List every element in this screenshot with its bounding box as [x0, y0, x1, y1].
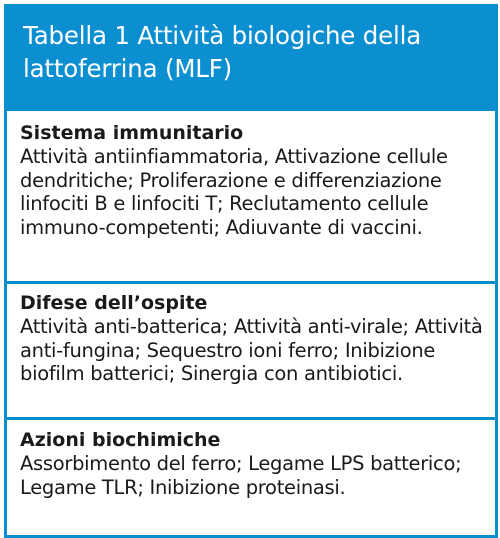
- row-difese-ospite: [7, 291, 495, 386]
- table-header: [7, 7, 495, 111]
- row-divider: [7, 281, 495, 284]
- row-divider: [7, 417, 495, 420]
- row-body: Attività antiinfiammatoria, Attivazione cellule dendritiche; Proliferazione e differenziazione linfociti B e linfociti T; Reclutamento cellule immuno-competenti; Adiuvante di vaccini.: [20, 145, 448, 239]
- row-azioni-biochimiche: [7, 428, 495, 499]
- row-title: Difese dell’ospite: [20, 292, 208, 314]
- table-title: Tabella 1 Attività biologiche della lattoferrina (MLF): [23, 21, 422, 83]
- row-title: Azioni biochimiche: [20, 429, 221, 451]
- table-box: [4, 4, 498, 538]
- row-body: Assorbimento del ferro; Legame LPS batterico; Legame TLR; Inibizione proteinasi.: [20, 452, 462, 499]
- row-body: Attività anti-batterica; Attività anti-virale; Attività anti-fungina; Sequestro ioni ferro; Inibizione biofilm batterici; Sinergia con antibiotici.: [20, 315, 483, 386]
- row-sistema-immunitario: [7, 121, 495, 239]
- row-title: Sistema immunitario: [20, 122, 244, 144]
